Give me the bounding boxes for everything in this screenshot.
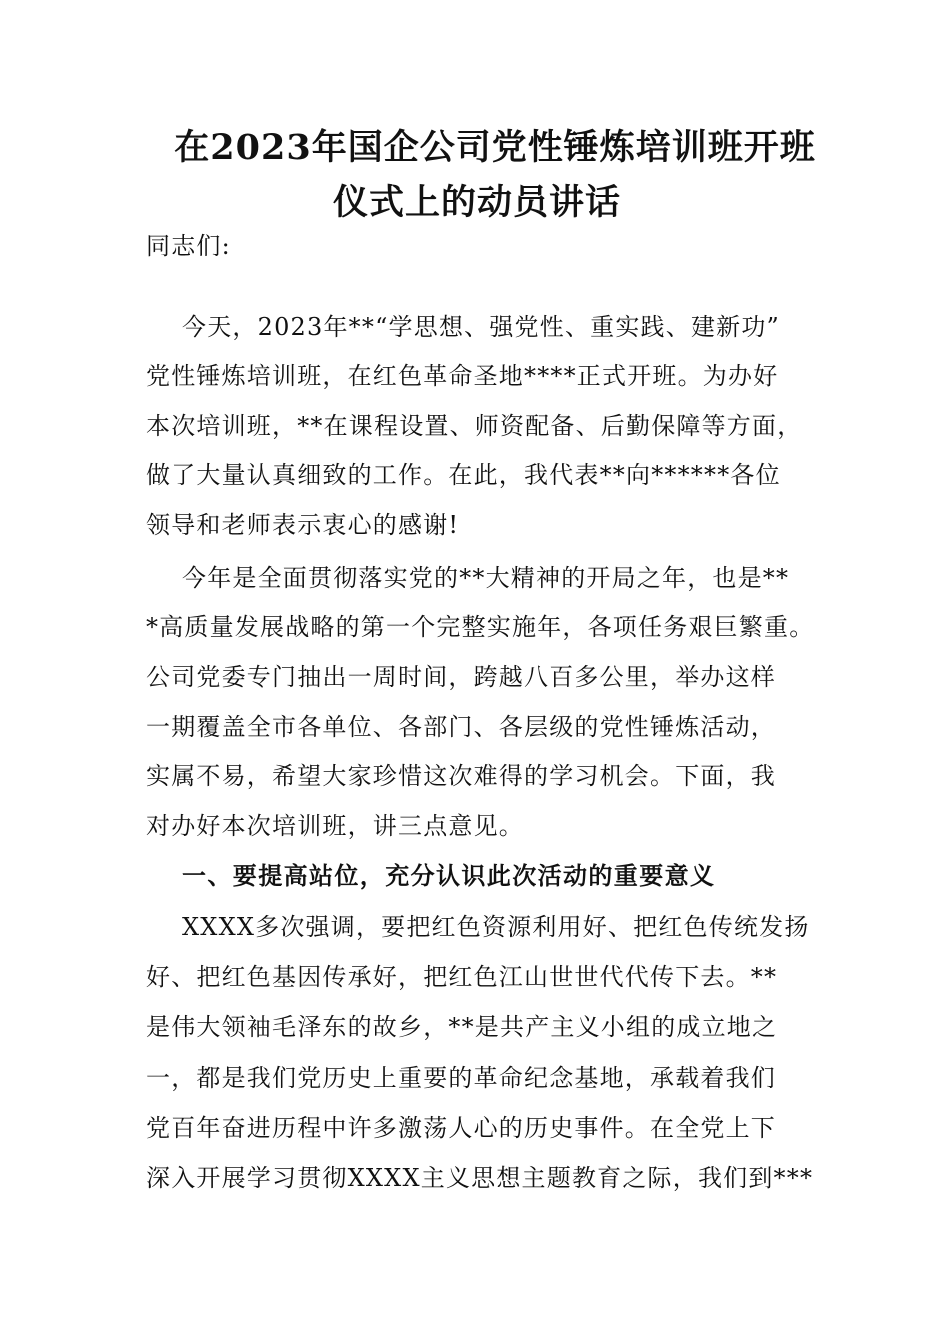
paragraph-line: 对办好本次培训班，讲三点意见。 xyxy=(146,812,524,840)
paragraph-line: 今年是全面贯彻落实党的**大精神的开局之年，也是** xyxy=(182,564,790,592)
paragraph-line: 是伟大领袖毛泽东的故乡，**是共产主义小组的成立地之 xyxy=(146,1013,778,1041)
paragraph-line: 做了大量认真细致的工作。在此，我代表**向******各位 xyxy=(146,461,781,489)
salutation: 同志们: xyxy=(146,232,231,260)
paragraph-line: 一期覆盖全市各单位、各部门、各层级的党性锤炼活动， xyxy=(146,713,776,741)
paragraph-line: XXXX多次强调，要把红色资源利用好、把红色传统发扬 xyxy=(182,913,810,941)
paragraph-line: 公司党委专门抽出一周时间，跨越八百多公里，举办这样 xyxy=(146,663,776,691)
paragraph-line: 本次培训班，**在课程设置、师资配备、后勤保障等方面， xyxy=(146,412,803,440)
document-title-line-2: 仪式上的动员讲话 xyxy=(332,182,621,223)
paragraph-line: 深入开展学习贯彻XXXX主义思想主题教育之际，我们到*** xyxy=(146,1164,814,1192)
paragraph-line: 今天，2023年**“学思想、强党性、重实践、建新功” xyxy=(182,313,781,341)
document-title-line-1: 在2023年国企公司党性锤炼培训班开班 xyxy=(174,127,816,168)
paragraph-line: 领导和老师表示衷心的感谢! xyxy=(146,511,460,539)
paragraph-line: 党百年奋进历程中许多激荡人心的历史事件。在全党上下 xyxy=(146,1114,776,1142)
paragraph-line: 实属不易，希望大家珍惜这次难得的学习机会。下面，我 xyxy=(146,762,776,790)
paragraph-line: 好、把红色基因传承好，把红色江山世世代代传下去。** xyxy=(146,963,778,991)
paragraph-line: *高质量发展战略的第一个完整实施年，各项任务艰巨繁重。 xyxy=(146,613,815,641)
section-heading: 一、要提高站位，充分认识此次活动的重要意义 xyxy=(182,861,716,890)
paragraph-line: 一，都是我们党历史上重要的革命纪念基地，承载着我们 xyxy=(146,1064,776,1092)
paragraph-line: 党性锤炼培训班，在红色革命圣地****正式开班。为办好 xyxy=(146,362,779,390)
